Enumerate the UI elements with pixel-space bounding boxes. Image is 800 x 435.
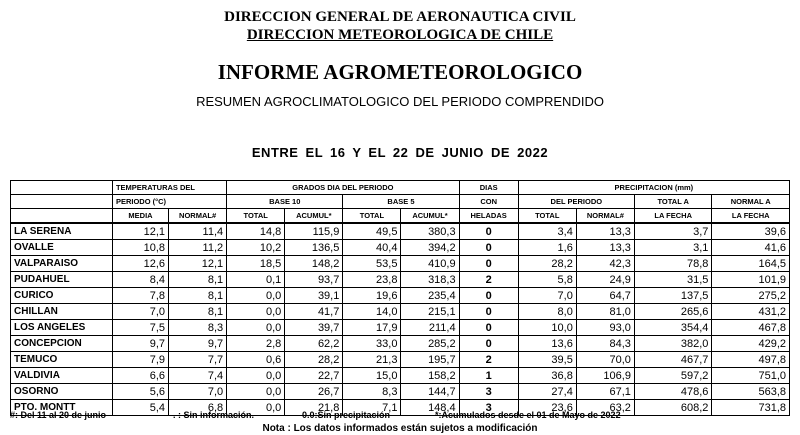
cell-normal: 8,1: [169, 272, 227, 288]
cell-b10-acumul: 41,7: [285, 304, 343, 320]
cell-b5-acumul: 285,2: [401, 336, 459, 352]
cell-b10-acumul: 39,1: [285, 288, 343, 304]
cell-normal-fecha: 39,6: [712, 223, 790, 240]
cell-b10-acumul: 28,2: [285, 352, 343, 368]
cell-media: 7,0: [112, 304, 168, 320]
footnote-note: Nota : Los datos informados están sujetos a modificación: [262, 423, 538, 434]
cell-b5-acumul: 144,7: [401, 384, 459, 400]
cell-normal-fecha: 275,2: [712, 288, 790, 304]
cell-b5-total: 53,5: [343, 256, 401, 272]
cell-total-fecha: 597,2: [634, 368, 711, 384]
cell-b10-acumul: 148,2: [285, 256, 343, 272]
precip-period-header: DEL PERIODO: [518, 195, 634, 209]
cell-total-fecha: 3,1: [634, 240, 711, 256]
cell-normal: 11,2: [169, 240, 227, 256]
cell-heladas: 0: [459, 240, 518, 256]
cell-normal-fecha: 164,5: [712, 256, 790, 272]
cell-p-total: 5,8: [518, 272, 576, 288]
col-b5-total: TOTAL: [343, 209, 401, 224]
cell-b10-acumul: 26,7: [285, 384, 343, 400]
org-name-line1: DIRECCION GENERAL DE AERONAUTICA CIVIL: [224, 9, 576, 25]
cell-total-fecha: 478,6: [634, 384, 711, 400]
cell-heladas: 2: [459, 272, 518, 288]
col-b10-acumul: ACUMUL*: [285, 209, 343, 224]
cell-b5-total: 14,0: [343, 304, 401, 320]
base10-header: BASE 10: [227, 195, 343, 209]
cell-total-fecha: 3,7: [634, 223, 711, 240]
cell-normal: 8,1: [169, 288, 227, 304]
cell-b5-acumul: 235,4: [401, 288, 459, 304]
cell-normal-fecha: 497,8: [712, 352, 790, 368]
cell-b5-acumul: 148,4: [401, 400, 459, 416]
table-row: [11, 304, 790, 320]
cell-media: 6,6: [112, 368, 168, 384]
station-name: TEMUCO: [11, 352, 113, 368]
col-precip-normal: NORMAL#: [576, 209, 634, 224]
cell-normal: 8,3: [169, 320, 227, 336]
cell-b10-total: 18,5: [227, 256, 285, 272]
cell-b5-acumul: 380,3: [401, 223, 459, 240]
cell-total-fecha: 78,8: [634, 256, 711, 272]
cell-b10-total: 0,0: [227, 320, 285, 336]
cell-media: 7,5: [112, 320, 168, 336]
org-name-line2: DIRECCION METEOROLOGICA DE CHILE: [246, 27, 554, 43]
cell-total-fecha: 382,0: [634, 336, 711, 352]
cell-heladas: 3: [459, 400, 518, 416]
cell-b10-total: 0,0: [227, 400, 285, 416]
cell-heladas: 0: [459, 304, 518, 320]
normal-to-date-header-1: NORMAL A: [712, 195, 790, 209]
station-name: LOS ANGELES: [11, 320, 113, 336]
cell-p-total: 3,4: [518, 223, 576, 240]
temp-header-2: PERIODO (°C): [112, 195, 226, 209]
cell-b10-total: 0,0: [227, 368, 285, 384]
footnote-accumulated: *:Acumulados desde el 01 de Mayo de 2022: [435, 410, 621, 420]
cell-normal-fecha: 429,2: [712, 336, 790, 352]
cell-p-normal: 70,0: [576, 352, 634, 368]
cell-b10-total: 14,8: [227, 223, 285, 240]
cell-media: 12,6: [112, 256, 168, 272]
cell-b10-acumul: 21,8: [285, 400, 343, 416]
cell-p-normal: 64,7: [576, 288, 634, 304]
cell-b5-acumul: 195,7: [401, 352, 459, 368]
cell-normal: 8,1: [169, 304, 227, 320]
cell-b10-total: 0,0: [227, 304, 285, 320]
cell-b5-total: 15,0: [343, 368, 401, 384]
cell-media: 7,9: [112, 352, 168, 368]
frost-days-header-2: CON: [459, 195, 518, 209]
table-row: [11, 336, 790, 352]
station-name: OSORNO: [11, 384, 113, 400]
cell-normal-fecha: 431,2: [712, 304, 790, 320]
cell-b5-total: 49,5: [343, 223, 401, 240]
cell-normal-fecha: 563,8: [712, 384, 790, 400]
table-row: [11, 368, 790, 384]
cell-normal: 7,0: [169, 384, 227, 400]
total-to-date-header-2: LA FECHA: [634, 209, 711, 224]
cell-p-total: 23,6: [518, 400, 576, 416]
cell-normal-fecha: 101,9: [712, 272, 790, 288]
cell-b5-acumul: 394,2: [401, 240, 459, 256]
cell-total-fecha: 467,7: [634, 352, 711, 368]
blank-header-cell: [11, 209, 113, 224]
cell-heladas: 0: [459, 256, 518, 272]
cell-heladas: 1: [459, 368, 518, 384]
cell-b10-acumul: 136,5: [285, 240, 343, 256]
cell-media: 7,8: [112, 288, 168, 304]
cell-p-total: 27,4: [518, 384, 576, 400]
cell-p-normal: 67,1: [576, 384, 634, 400]
cell-normal-fecha: 467,8: [712, 320, 790, 336]
cell-p-normal: 93,0: [576, 320, 634, 336]
table-row: [11, 288, 790, 304]
cell-normal: 6,8: [169, 400, 227, 416]
cell-total-fecha: 354,4: [634, 320, 711, 336]
footnote-no-info: . : Sin información.: [173, 410, 255, 420]
cell-normal: 7,7: [169, 352, 227, 368]
report-subtitle: RESUMEN AGROCLIMATOLOGICO DEL PERIODO COMPRENDIDO: [196, 94, 604, 109]
cell-total-fecha: 608,2: [634, 400, 711, 416]
cell-p-normal: 63,2: [576, 400, 634, 416]
cell-p-total: 8,0: [518, 304, 576, 320]
cell-heladas: 3: [459, 384, 518, 400]
station-name: PTO. MONTT: [11, 400, 113, 416]
footnote-no-precip: 0.0:Sin precipitación: [302, 410, 391, 420]
cell-b10-total: 0,0: [227, 384, 285, 400]
report-period: ENTRE EL 16 Y EL 22 DE JUNIO DE 2022: [251, 145, 549, 160]
cell-normal: 11,4: [169, 223, 227, 240]
table-row: [11, 256, 790, 272]
cell-b10-total: 2,8: [227, 336, 285, 352]
station-name: VALPARAISO: [11, 256, 113, 272]
table-row: [11, 240, 790, 256]
table-row: [11, 223, 790, 240]
cell-p-total: 10,0: [518, 320, 576, 336]
cell-heladas: 2: [459, 352, 518, 368]
frost-days-header-1: DIAS: [459, 181, 518, 195]
cell-b10-acumul: 62,2: [285, 336, 343, 352]
cell-heladas: 0: [459, 288, 518, 304]
table-row: [11, 320, 790, 336]
cell-media: 12,1: [112, 223, 168, 240]
cell-normal-fecha: 41,6: [712, 240, 790, 256]
frost-days-header-3: HELADAS: [459, 209, 518, 224]
cell-normal-fecha: 751,0: [712, 368, 790, 384]
cell-b5-acumul: 158,2: [401, 368, 459, 384]
agro-data-table: [10, 180, 790, 416]
cell-p-normal: 84,3: [576, 336, 634, 352]
cell-b10-total: 0,6: [227, 352, 285, 368]
table-row: [11, 384, 790, 400]
cell-p-total: 39,5: [518, 352, 576, 368]
cell-normal: 7,4: [169, 368, 227, 384]
normal-to-date-header-2: LA FECHA: [712, 209, 790, 224]
table-row: [11, 272, 790, 288]
cell-b10-acumul: 39,7: [285, 320, 343, 336]
cell-p-total: 28,2: [518, 256, 576, 272]
col-normal: NORMAL#: [169, 209, 227, 224]
precip-header: PRECIPITACION (mm): [518, 181, 789, 195]
cell-b10-total: 10,2: [227, 240, 285, 256]
station-name: CONCEPCION: [11, 336, 113, 352]
cell-p-total: 36,8: [518, 368, 576, 384]
cell-b5-total: 8,3: [343, 384, 401, 400]
col-precip-total: TOTAL: [518, 209, 576, 224]
cell-b10-acumul: 115,9: [285, 223, 343, 240]
cell-b10-acumul: 93,7: [285, 272, 343, 288]
cell-b10-acumul: 22,7: [285, 368, 343, 384]
cell-p-normal: 13,3: [576, 223, 634, 240]
station-name: CURICO: [11, 288, 113, 304]
cell-b5-total: 21,3: [343, 352, 401, 368]
cell-p-normal: 24,9: [576, 272, 634, 288]
cell-b5-total: 17,9: [343, 320, 401, 336]
report-title: INFORME AGROMETEOROLOGICO: [217, 60, 583, 84]
cell-normal: 12,1: [169, 256, 227, 272]
cell-media: 9,7: [112, 336, 168, 352]
cell-media: 8,4: [112, 272, 168, 288]
table-row: [11, 352, 790, 368]
cell-b5-total: 19,6: [343, 288, 401, 304]
cell-normal: 9,7: [169, 336, 227, 352]
cell-total-fecha: 31,5: [634, 272, 711, 288]
station-name: PUDAHUEL: [11, 272, 113, 288]
cell-b5-acumul: 410,9: [401, 256, 459, 272]
footnote-normal-range: #: Del 11 al 20 de junio: [10, 410, 107, 420]
cell-b5-total: 7,1: [343, 400, 401, 416]
cell-total-fecha: 137,5: [634, 288, 711, 304]
cell-b5-total: 33,0: [343, 336, 401, 352]
col-media: MEDIA: [112, 209, 168, 224]
base5-header: BASE 5: [343, 195, 459, 209]
cell-heladas: 0: [459, 320, 518, 336]
cell-b10-total: 0,0: [227, 288, 285, 304]
cell-heladas: 0: [459, 223, 518, 240]
cell-b5-total: 23,8: [343, 272, 401, 288]
station-name: VALDIVIA: [11, 368, 113, 384]
station-name: LA SERENA: [11, 223, 113, 240]
blank-header-cell: [11, 195, 113, 209]
cell-b10-total: 0,1: [227, 272, 285, 288]
cell-media: 5,6: [112, 384, 168, 400]
col-b5-acumul: ACUMUL*: [401, 209, 459, 224]
cell-heladas: 0: [459, 336, 518, 352]
station-name: CHILLAN: [11, 304, 113, 320]
cell-p-normal: 13,3: [576, 240, 634, 256]
cell-p-normal: 42,3: [576, 256, 634, 272]
cell-p-normal: 106,9: [576, 368, 634, 384]
col-b10-total: TOTAL: [227, 209, 285, 224]
cell-b5-total: 40,4: [343, 240, 401, 256]
total-to-date-header-1: TOTAL A: [634, 195, 711, 209]
cell-b5-acumul: 318,3: [401, 272, 459, 288]
cell-p-total: 13,6: [518, 336, 576, 352]
cell-media: 10,8: [112, 240, 168, 256]
cell-total-fecha: 265,6: [634, 304, 711, 320]
cell-b5-acumul: 211,4: [401, 320, 459, 336]
cell-media: 5,4: [112, 400, 168, 416]
cell-p-total: 7,0: [518, 288, 576, 304]
station-name: OVALLE: [11, 240, 113, 256]
cell-p-normal: 81,0: [576, 304, 634, 320]
cell-normal-fecha: 731,8: [712, 400, 790, 416]
footnotes: [10, 410, 790, 421]
temp-header: TEMPERATURAS DEL: [112, 181, 226, 195]
cell-p-total: 1,6: [518, 240, 576, 256]
cell-b5-acumul: 215,1: [401, 304, 459, 320]
blank-header-cell: [11, 181, 113, 195]
degree-days-header: GRADOS DIA DEL PERIODO: [227, 181, 459, 195]
